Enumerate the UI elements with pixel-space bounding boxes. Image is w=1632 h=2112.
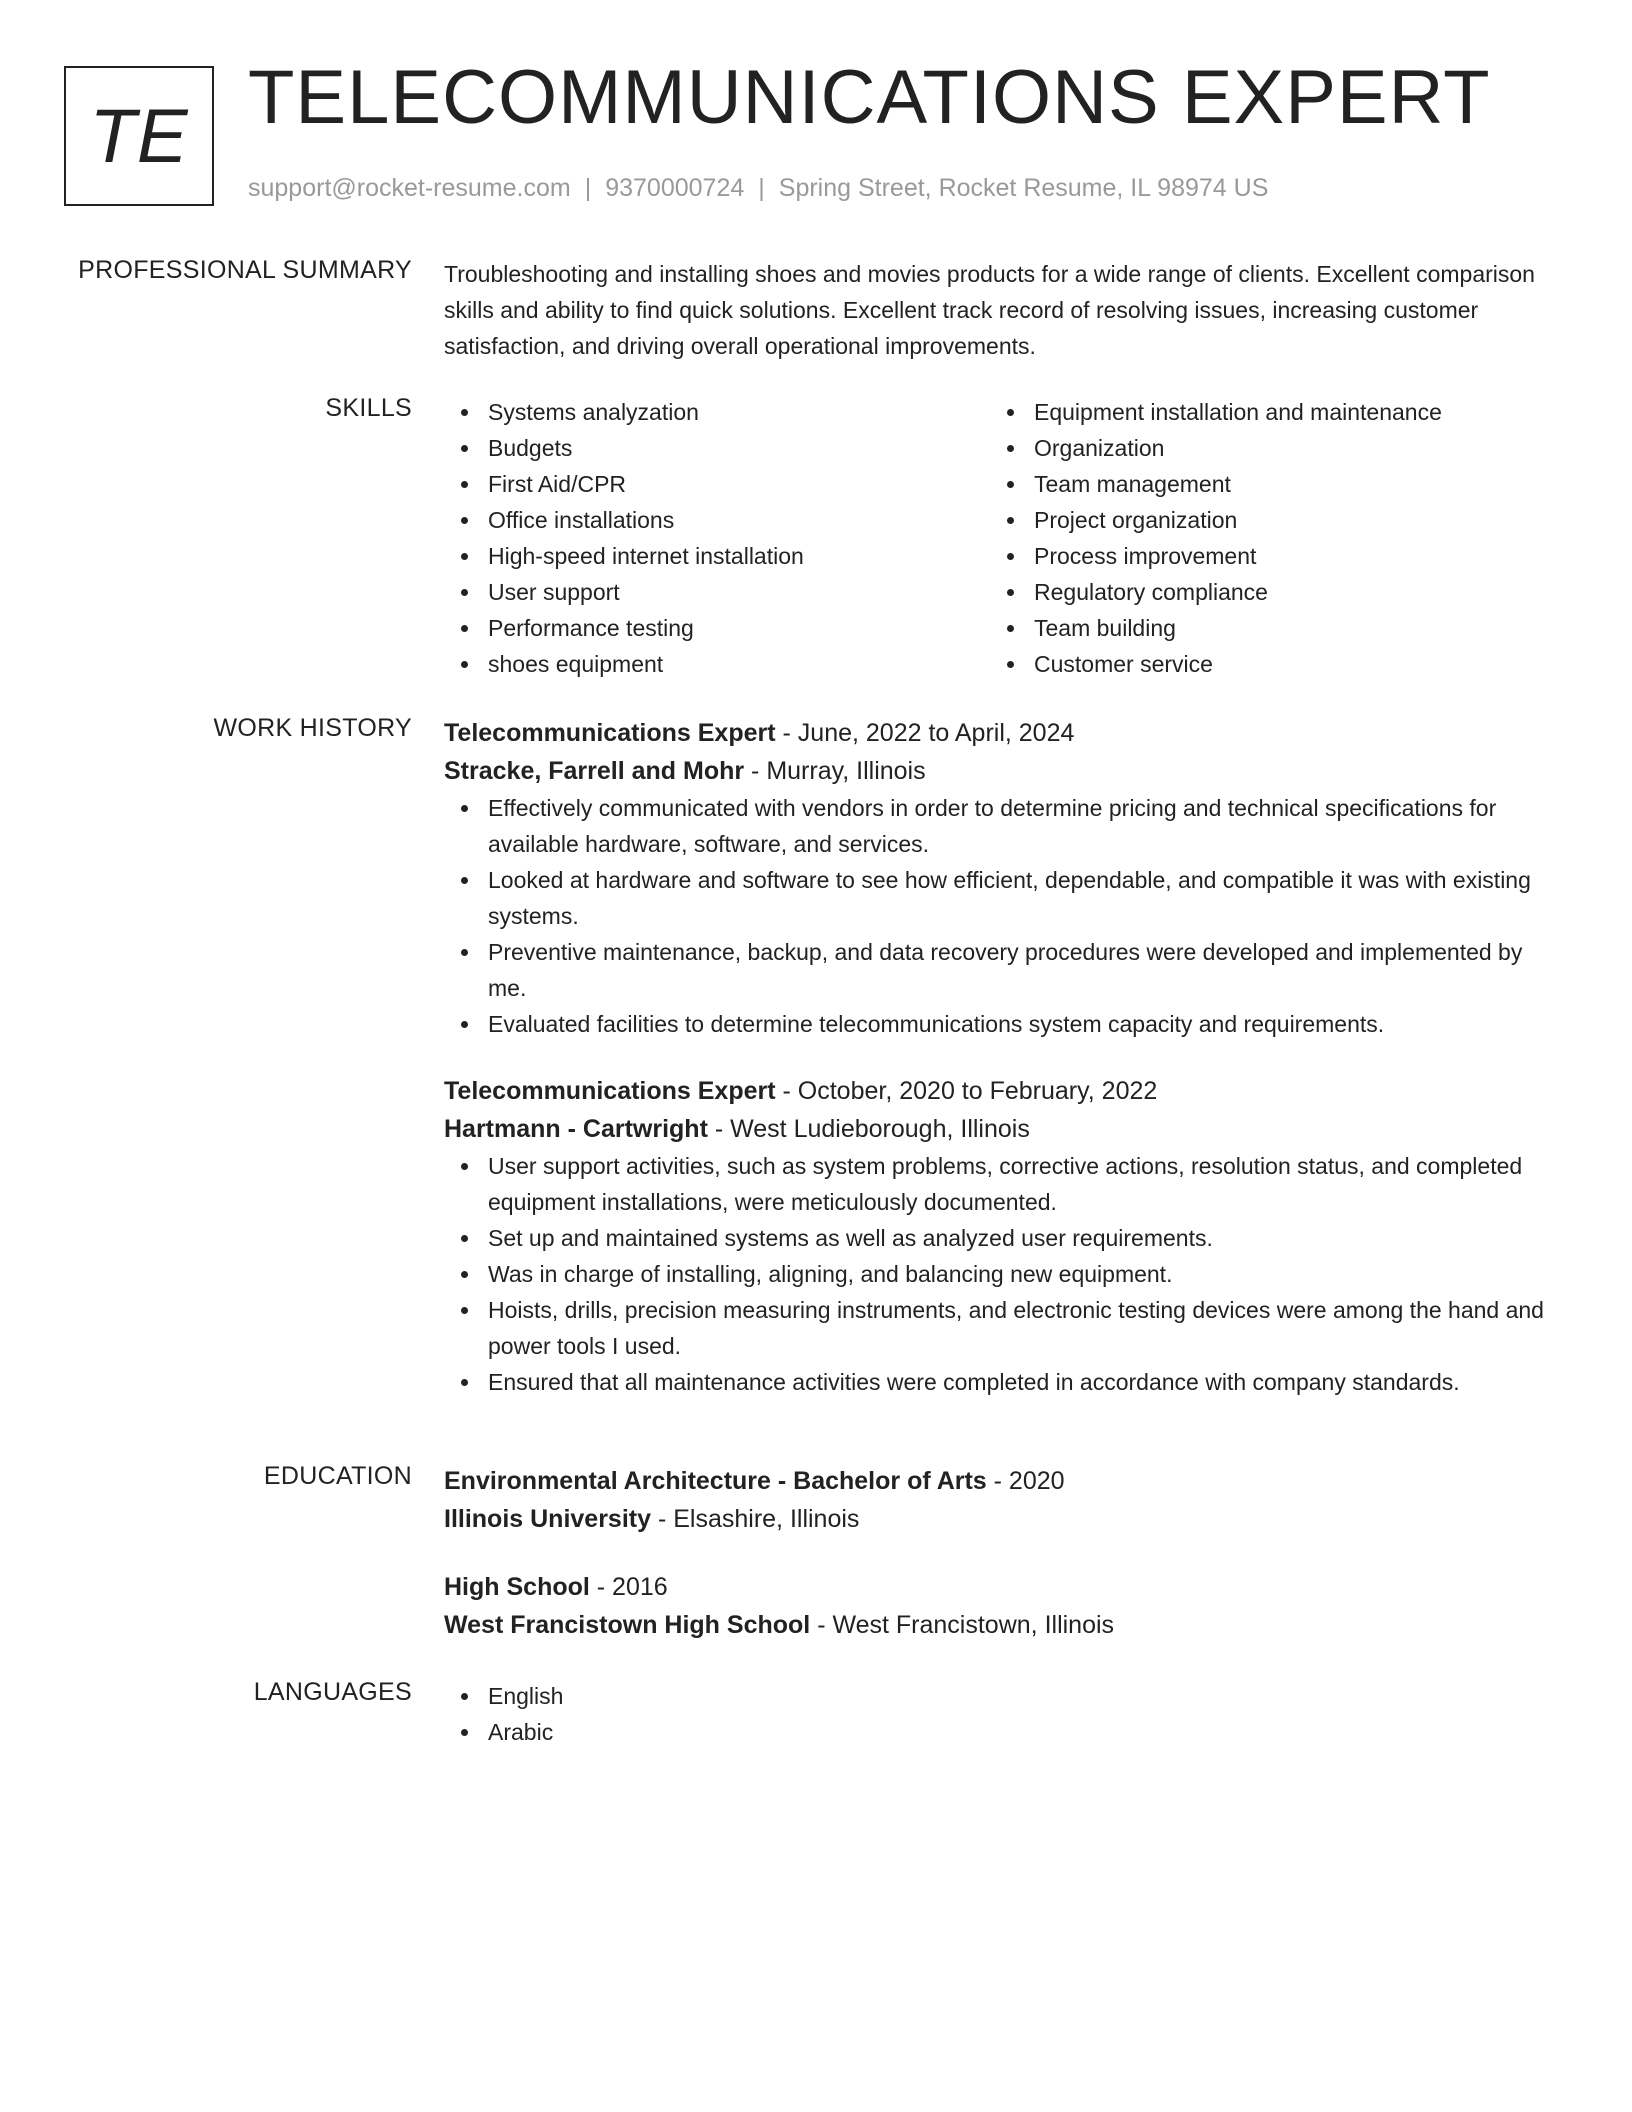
job-company-line: [444, 752, 1556, 790]
skills-list-left: [444, 394, 990, 682]
skill-item: First Aid/CPR: [488, 466, 990, 502]
job-title-line: [444, 1072, 1556, 1110]
job-bullet: Set up and maintained systems as well as analyzed user requirements.: [488, 1220, 1556, 1256]
skill-item: Project organization: [1034, 502, 1536, 538]
summary-text: Troubleshooting and installing shoes and movies products for a wide range of clients. Excellent comparison skills and ability to find quick solutions. Excellent track record of resolving issues, increasing customer satisfaction, and driving overall operational improvements.: [444, 261, 1535, 359]
job-entry: [444, 714, 1556, 1042]
job-bullet: Effectively communicated with vendors in order to determine pricing and technical specifications for available hardware, software, and services.: [488, 790, 1556, 862]
skill-item: Budgets: [488, 430, 990, 466]
skill-item: User support: [488, 574, 990, 610]
monogram-initials: TE: [89, 93, 189, 179]
skill-item: Customer service: [1034, 646, 1536, 682]
contact-phone: 9370000724: [605, 174, 745, 202]
skill-item: Systems analyzation: [488, 394, 990, 430]
education-degree: Environmental Architecture - Bachelor of Arts: [444, 1467, 987, 1495]
contact-address: Spring Street, Rocket Resume, IL 98974 US: [778, 174, 1269, 202]
skill-item: Process improvement: [1034, 538, 1536, 574]
job-bullet: Ensured that all maintenance activities were completed in accordance with company standards.: [488, 1364, 1556, 1400]
education-school: Illinois University: [444, 1505, 652, 1533]
education-school-line: [444, 1500, 1556, 1538]
education-year: - 2020: [986, 1467, 1065, 1495]
job-bullets: [444, 790, 1556, 1042]
job-company: Stracke, Farrell and Mohr: [444, 757, 745, 785]
skills-column-right: [990, 394, 1536, 682]
education-school-line: [444, 1606, 1556, 1644]
job-location: - West Ludieborough, Illinois: [707, 1115, 1030, 1143]
job-location: - Murray, Illinois: [744, 757, 926, 785]
job-bullet: Hoists, drills, precision measuring instruments, and electronic testing devices were among the hand and power tools I used.: [488, 1292, 1556, 1364]
job-title: Telecommunications Expert: [444, 719, 776, 747]
job-title: Telecommunications Expert: [444, 1077, 776, 1105]
language-item: English: [488, 1678, 1556, 1714]
skill-item: Team management: [1034, 466, 1536, 502]
job-bullet: Looked at hardware and software to see how efficient, dependable, and compatible it was with existing systems.: [488, 862, 1556, 934]
job-dates: - October, 2020 to February, 2022: [775, 1077, 1158, 1105]
candidate-name: TELECOMMUNICATIONS EXPERT: [248, 55, 1491, 140]
job-bullets: [444, 1148, 1556, 1400]
job-company: Hartmann - Cartwright: [444, 1115, 708, 1143]
job-title-line: [444, 714, 1556, 752]
job-bullet: User support activities, such as system problems, corrective actions, resolution status, and completed equipment installations, were meticulously documented.: [488, 1148, 1556, 1220]
language-item: Arabic: [488, 1714, 1556, 1750]
skill-item: Team building: [1034, 610, 1536, 646]
job-bullet: Evaluated facilities to determine telecommunications system capacity and requirements.: [488, 1006, 1556, 1042]
skill-item: Equipment installation and maintenance: [1034, 394, 1536, 430]
skill-item: Performance testing: [488, 610, 990, 646]
contact-separator: |: [758, 174, 765, 202]
education-entry: [444, 1462, 1556, 1538]
languages-heading: LANGUAGES: [253, 1678, 412, 1706]
languages-body: [444, 1678, 1556, 1750]
contact-email: support@rocket-resume.com: [248, 174, 571, 202]
skill-item: Regulatory compliance: [1034, 574, 1536, 610]
skills-heading: SKILLS: [325, 394, 412, 422]
education-entry: [444, 1568, 1556, 1644]
education-degree-line: [444, 1462, 1556, 1500]
work-history-body: [444, 714, 1556, 1400]
education-location: - Elsashire, Illinois: [651, 1505, 860, 1533]
contact-line: [248, 174, 1268, 203]
skills-body: [444, 394, 1556, 682]
education-location: - West Francistown, Illinois: [810, 1611, 1115, 1639]
skills-column-left: [444, 394, 990, 682]
job-entry: [444, 1072, 1556, 1400]
monogram-box: [64, 66, 214, 206]
skill-item: shoes equipment: [488, 646, 990, 682]
job-dates: - June, 2022 to April, 2024: [775, 719, 1075, 747]
skills-columns: [444, 394, 1556, 682]
job-company-line: [444, 1110, 1556, 1148]
job-bullet: Preventive maintenance, backup, and data recovery procedures were developed and implemented by me.: [488, 934, 1556, 1006]
skill-item: High-speed internet installation: [488, 538, 990, 574]
summary-body: [444, 256, 1556, 364]
education-degree-line: [444, 1568, 1556, 1606]
work-history-heading: WORK HISTORY: [213, 714, 412, 742]
contact-separator: |: [584, 174, 592, 202]
skills-list-right: [990, 394, 1536, 682]
summary-heading: PROFESSIONAL SUMMARY: [78, 256, 412, 284]
job-bullet: Was in charge of installing, aligning, and balancing new equipment.: [488, 1256, 1556, 1292]
education-heading: EDUCATION: [263, 1462, 412, 1490]
skill-item: Office installations: [488, 502, 990, 538]
languages-list: [444, 1678, 1556, 1750]
education-degree: High School: [444, 1573, 590, 1601]
skill-item: Organization: [1034, 430, 1536, 466]
education-body: [444, 1462, 1556, 1644]
education-school: West Francistown High School: [444, 1611, 811, 1639]
education-year: - 2016: [589, 1573, 668, 1601]
